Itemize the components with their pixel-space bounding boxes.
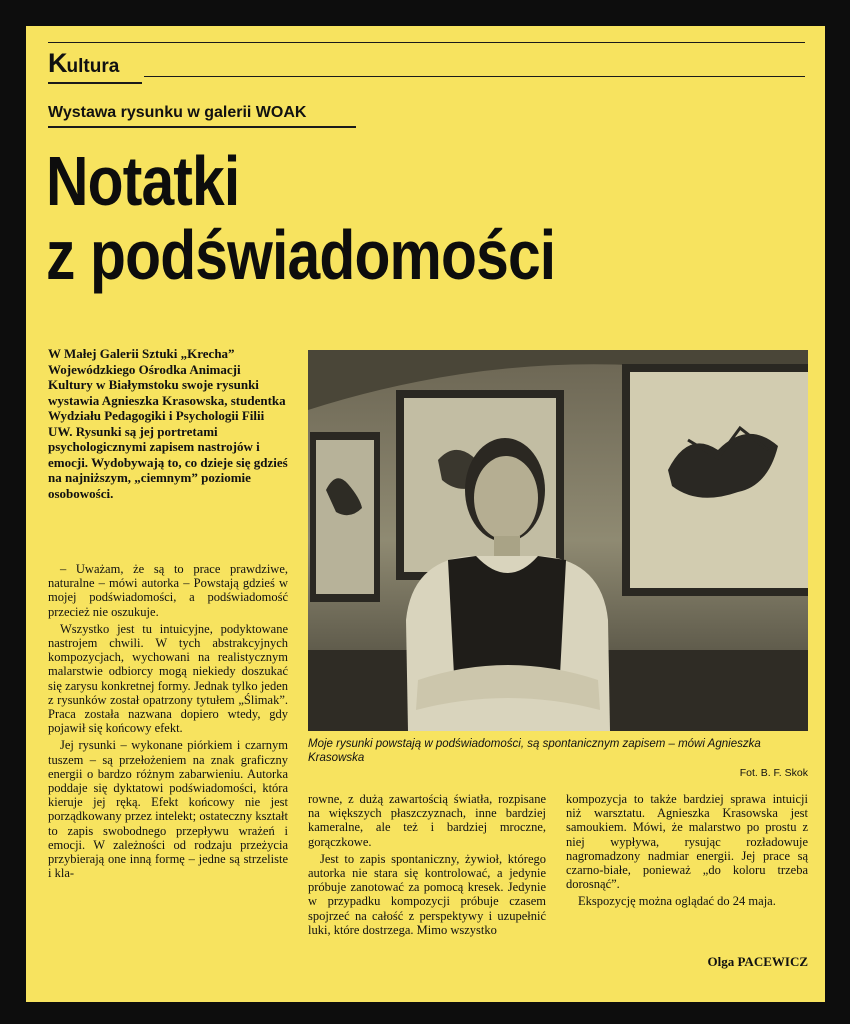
byline: Olga PACEWICZ xyxy=(707,954,808,969)
photo-credit: Fot. B. F. Skok xyxy=(739,767,808,779)
kicker-underline xyxy=(48,126,356,128)
woman-with-drawings-icon xyxy=(308,350,808,731)
kicker: Wystawa rysunku w galerii WOAK xyxy=(48,104,307,121)
lead-paragraph: W Małej Galerii Sztuki „Krecha” Wojewódzkiego Ośrodka Animacji Kultury w Białymstoku swoje rysunki wystawia Agnieszka Krasowska, studentka Wydziału Pedagogiki i Psychologii Filii UW. Rysunki są jej portretami psychologicznymi zapisem nastrojów i emocji. Wydobywają to, co dzieje się gdzieś na najniższym, „ciemnym” poziomie osobowości. xyxy=(48,346,288,501)
paragraph: – Uważam, że są to prace prawdziwe, naturalne – mówi autorka – Powstają gdzieś w mojej podświadomości, a podświadomość przecież nie oszukuje. xyxy=(48,562,288,619)
headline-line-2: z podświadomości xyxy=(46,216,556,294)
section-label xyxy=(48,48,119,79)
section-initial: K xyxy=(48,48,67,78)
paragraph: Jej rysunki – wykonane piórkiem i czarnym tuszem – są przełożeniem na znak graficzny energii o bardzo różnym zabarwieniu. Autorka poddaje się dyktatowi podświadomości, która kieruje jej ręką. Efekt końcowy nie jest porządkowany przez intelekt; ostateczny kształt to zapis swobodnego przepływu wrażeń i emocji. W zależności od rodzaju przeżycia przybierają one inną formę – jedne są strzeliste i kla- xyxy=(48,738,288,881)
paragraph: rowne, z dużą zawartością światła, rozpisane na większych płaszczyznach, inne bardziej kameralne, ale też i bardziej mroczne, gorączkowe. xyxy=(308,792,546,849)
article-column-3 xyxy=(566,792,808,912)
article-column-1 xyxy=(48,562,288,883)
paragraph: Wszystko jest tu intuicyjne, podyktowane nastrojem chwili. W tych abstrakcyjnych kompozycjach, wychowani na realistycznym malarstwie odbiorcy mogą niekiedy doszukać się zarysu konkretnej formy. Jednak tylko jeden z rysunków został opatrzony tytułem „Ślimak”. Praca została nazwana dopiero wtedy, gdy pojawił się końcowy efekt. xyxy=(48,621,288,736)
photo-caption: Moje rysunki powstają w podświadomości, są spontanicznym zapisem – mówi Agnieszka Krasowska xyxy=(308,738,761,764)
top-rule xyxy=(48,42,805,43)
headline xyxy=(46,144,555,292)
paragraph: Jest to zapis spontaniczny, żywioł, którego autorka nie stara się kontrolować, a jedynie próbuje zanotować za pomocą kresek. Jedynie w przypadku kompozycji próbuje czasem spojrzeć na całość z perspektywy i uzupełnić luki, które dostrzega. Mimo wszystko xyxy=(308,851,546,937)
headline-line-1: Notatki xyxy=(46,142,240,220)
section-rule xyxy=(144,76,805,77)
section-underline xyxy=(48,82,142,84)
newspaper-clipping xyxy=(26,26,825,1002)
paragraph: Ekspozycję można oglądać do 24 maja. xyxy=(578,894,776,909)
article-photo xyxy=(308,350,808,731)
section-rest: ultura xyxy=(66,56,120,77)
paragraph: kompozycja to także bardziej sprawa intuicji niż warsztatu. Agnieszka Krasowska jest samoukiem. Mówi, że malarstwo po prostu z niej wypływa, rysując rozładowuje nagromadzony nadmiar energii. Jej prace są czarno-białe, ponieważ „do koloru trzeba dorosnąć”. xyxy=(566,792,808,892)
article-column-2 xyxy=(308,792,546,940)
